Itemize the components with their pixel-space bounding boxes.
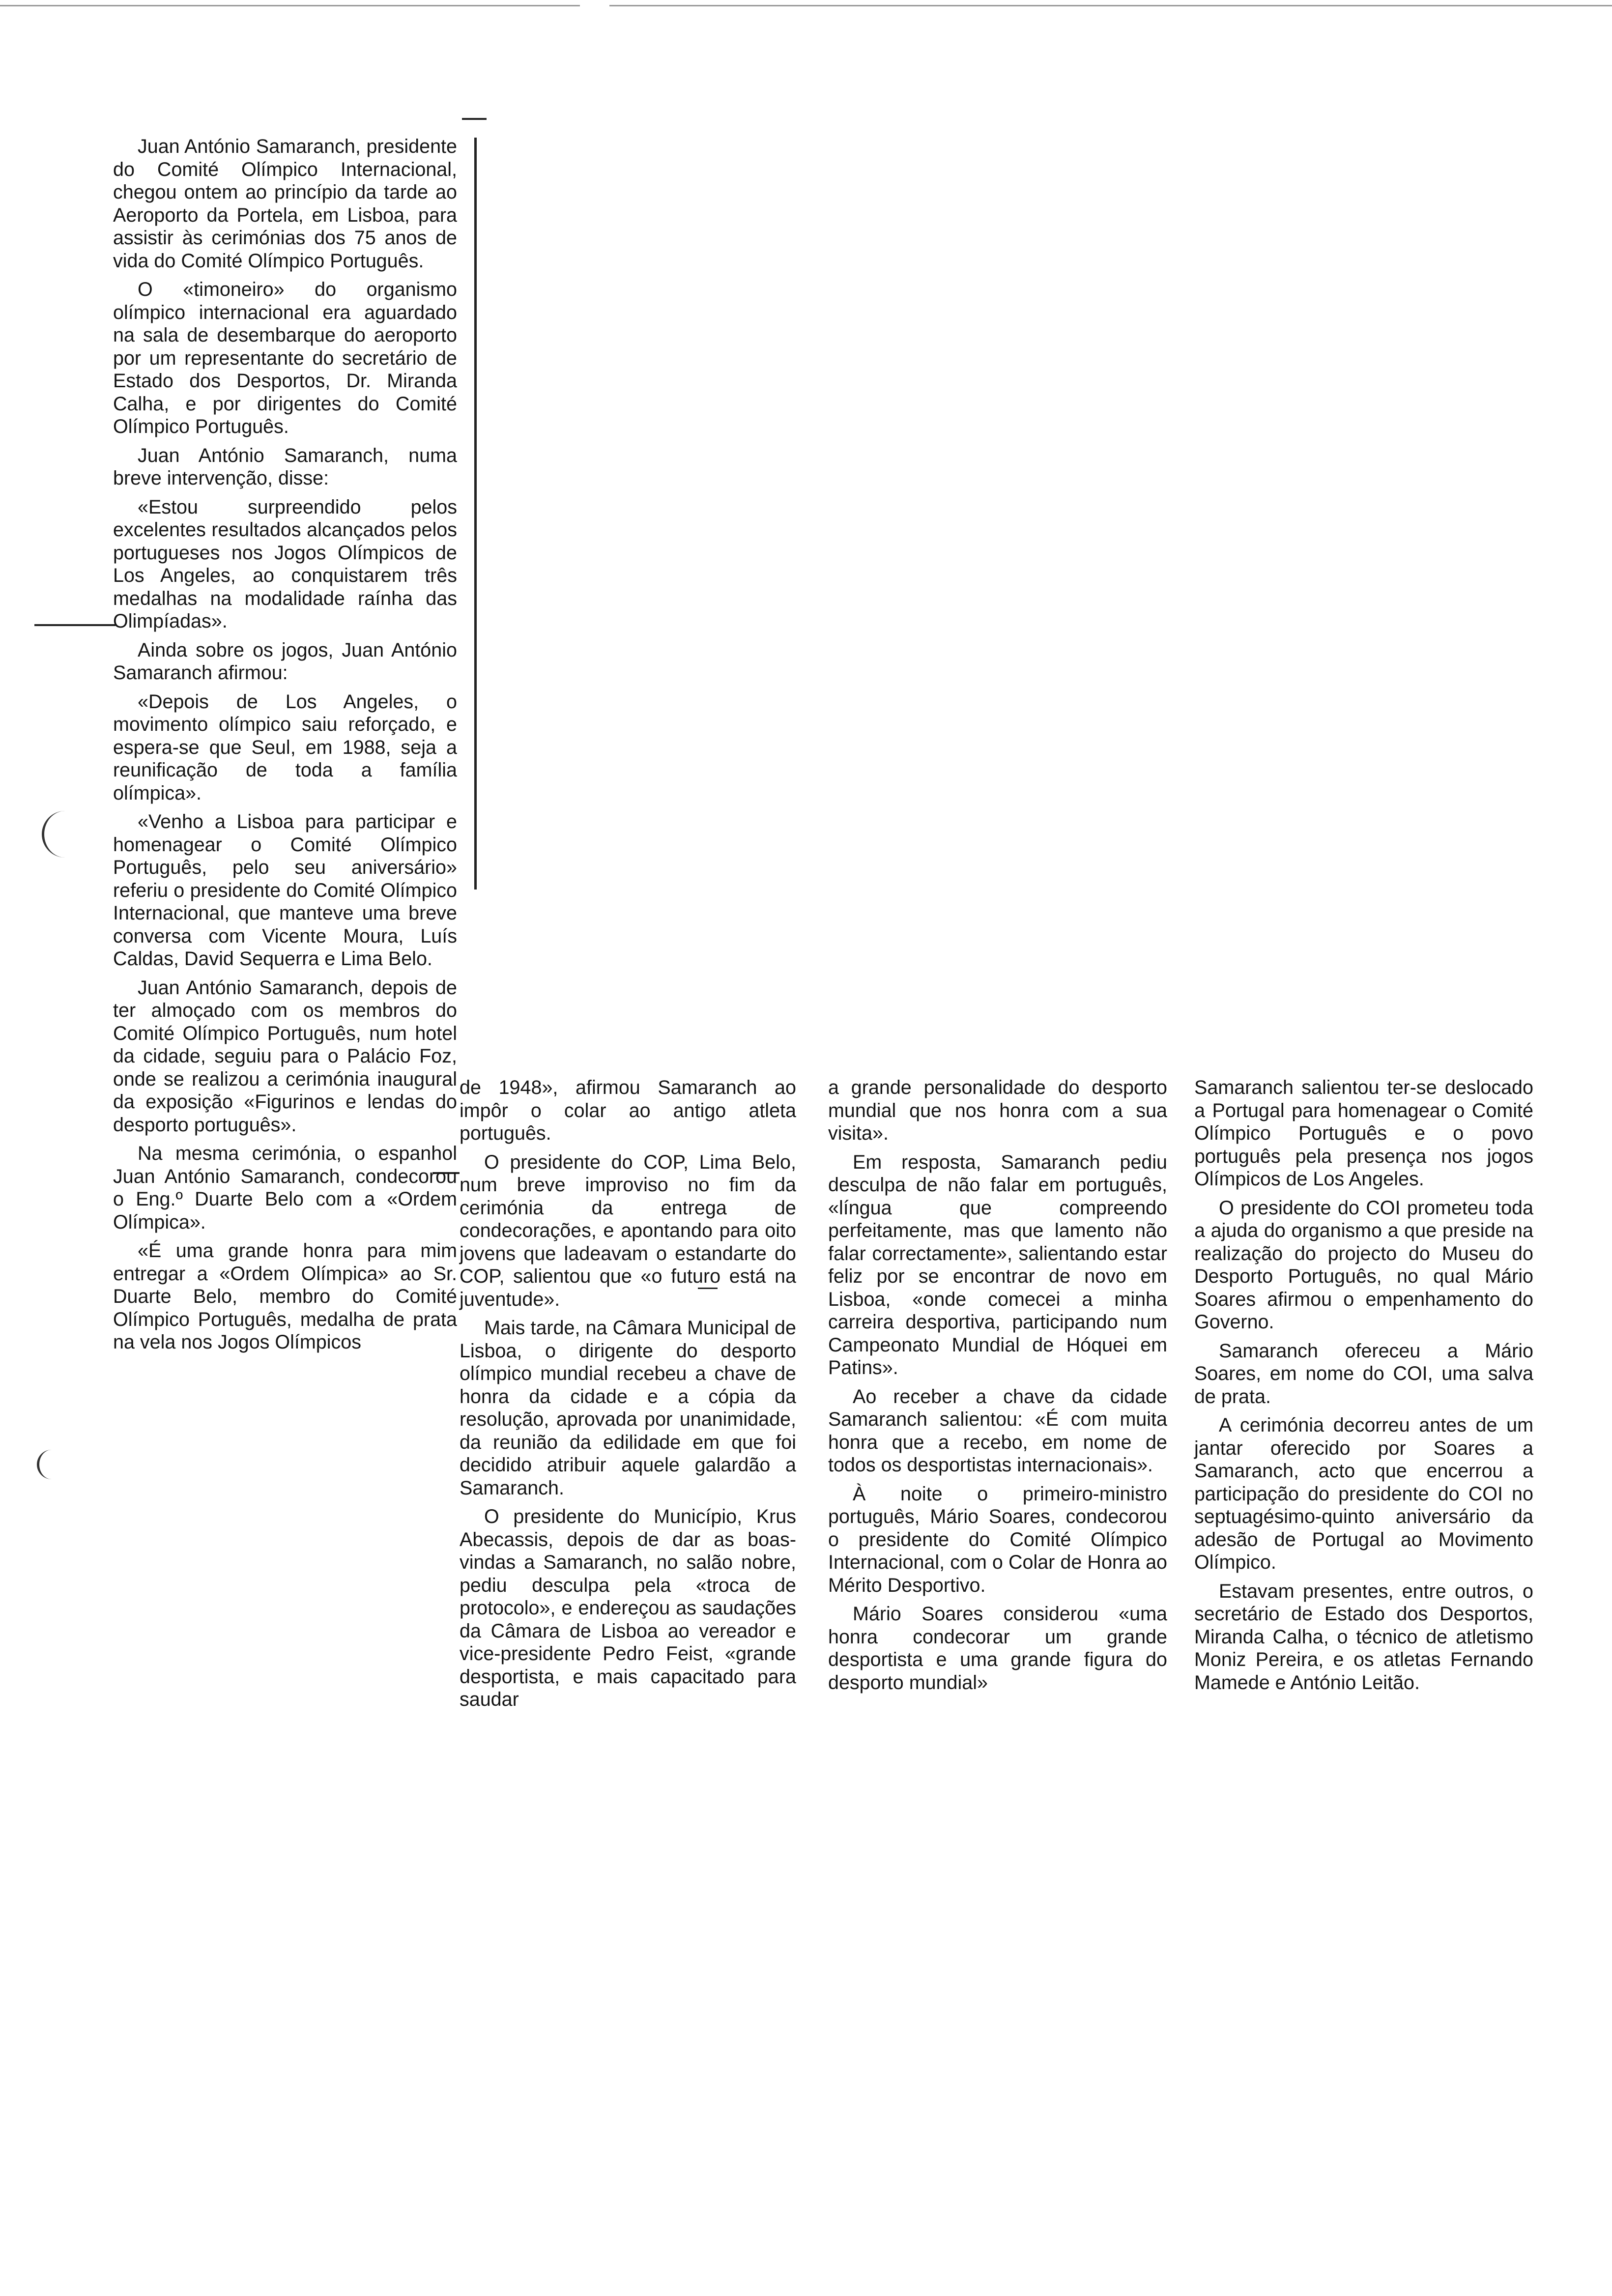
paragraph: «Depois de Los Angeles, o movimento olímpico saiu reforçado, e espera-se que Seul, em 1988, seja a reunificação de toda a família olímpica». <box>113 690 457 804</box>
paragraph: Ao receber a chave da cidade Samaranch salientou: «É com muita honra que a recebo, em nome de todos os desportistas internacionais». <box>828 1385 1167 1476</box>
paragraph: Em resposta, Samaranch pediu desculpa de não falar em português, «língua que compreendo perfeitamente, mas que lamento não falar correctamente», salientando estar feliz por se encontrar de novo em Lisboa, «onde comecei a minha carreira desportiva, participando num Campeonato Mundial de Hóquei em Patins». <box>828 1151 1167 1378</box>
handwritten-bracket-mark <box>42 811 74 858</box>
paragraph: Estavam presentes, entre outros, o secretário de Estado dos Desportos, Miranda Calha, o técnico de atletismo Moniz Pereira, e os atletas Fernando Mamede e António Leitão. <box>1194 1580 1533 1693</box>
paragraph: Samaranch ofereceu a Mário Soares, em nome do COI, uma salva de prata. <box>1194 1340 1533 1407</box>
paragraph: Na mesma cerimónia, o espanhol Juan António Samaranch, condecorou o Eng.º Duarte Belo com a «Ordem Olímpica». <box>113 1143 457 1233</box>
paragraph: A cerimónia decorreu antes de um jantar oferecido por Soares a Samaranch, acto que encerrou a participação do presidente do COI no septuagésimo-quinto aniversário da adesão de Portugal ao Movimento Olímpico. <box>1194 1414 1533 1573</box>
paragraph: O presidente do COI prometeu toda a ajuda do organismo a que preside na realização do projecto do Museu do Desporto Português, no qual Mário Soares afirmou o empenhamento do Governo. <box>1194 1197 1533 1333</box>
article-column-1 <box>113 135 457 1360</box>
paragraph: O presidente do Município, Krus Abecassis, depois de dar as boas-vindas a Samaranch, no salão nobre, pediu desculpa pela «troca de protocolo», e endereçou as saudações da Câmara de Lisboa ao vereador e vice-presidente Pedro Feist, «grande desportista, e mais capacitado para saudar <box>460 1506 796 1710</box>
paragraph: Ainda sobre os jogos, Juan António Samaranch afirmou: <box>113 639 457 684</box>
column-rule-horizontal <box>34 624 115 626</box>
handwritten-bracket-mark-lower <box>37 1450 69 1479</box>
paragraph: de 1948», afirmou Samaranch ao impôr o colar ao antigo atleta português. <box>460 1077 796 1144</box>
paragraph: À noite o primeiro-ministro português, Mário Soares, condecorou o presidente do Comité Olímpico Internacional, com o Colar de Honra ao Mérito Desportivo. <box>828 1483 1167 1596</box>
article-column-4 <box>1194 1076 1533 1700</box>
paragraph: Juan António Samaranch, depois de ter almoçado com os membros do Comité Olímpico Português, num hotel da cidade, seguiu para o Palácio Foz, onde se realizou a cerimónia inaugural da exposição «Figurinos e lendas do desporto português». <box>113 976 457 1136</box>
paragraph: «É uma grande honra para mim entregar a «Ordem Olímpica» ao Sr. Duarte Belo, membro do Comité Olímpico Português, medalha de prata na vela nos Jogos Olímpicos <box>113 1240 457 1353</box>
paragraph: «Venho a Lisboa para participar e homenagear o Comité Olímpico Português, pelo seu aniversário» referiu o presidente do Comité Olímpico Internacional, que manteve uma breve conversa com Vicente Moura, Luís Caldas, David Sequerra e Lima Belo. <box>113 811 457 970</box>
scan-edge-line-left <box>0 5 580 6</box>
article-column-3 <box>828 1076 1167 1700</box>
paragraph: a grande personalidade do desporto mundial que nos honra com a sua visita». <box>828 1077 1167 1144</box>
paragraph: O presidente do COP, Lima Belo, num breve improviso no fim da cerimónia da entrega de condecorações, e apontando para oito jovens que ladeavam o estandarte do COP, salientou que «o futuro está na juventude». <box>460 1151 796 1310</box>
paragraph: O «timoneiro» do organismo olímpico internacional era aguardado na sala de desembarque do aeroporto por um representante do secretário de Estado dos Desportos, Dr. Miranda Calha, e por dirigentes do Comité Olímpico Português. <box>113 279 457 437</box>
paragraph: «Estou surpreendido pelos excelentes resultados alcançados pelos portugueses nos Jogos Olímpicos de Los Angeles, ao conquistarem três medalhas na modalidade raínha das Olimpíadas». <box>113 496 457 632</box>
paragraph: Juan António Samaranch, presidente do Comité Olímpico Internacional, chegou ontem ao princípio da tarde ao Aeroporto da Portela, em Lisboa, para assistir às cerimónias dos 75 anos de vida do Comité Olímpico Português. <box>113 136 457 272</box>
paragraph: Mário Soares considerou «uma honra condecorar um grande desportista e uma grande figura do desporto mundial» <box>828 1603 1167 1693</box>
column-rule-vertical <box>474 138 477 890</box>
paragraph: Mais tarde, na Câmara Municipal de Lisboa, o dirigente do desporto olímpico mundial recebeu a chave de honra da cidade e a cópia da resolução, aprovada por unanimidade, da reunião da edilidade em que foi decidido atribuir aquele galardão a Samaranch. <box>460 1317 796 1499</box>
paragraph: Juan António Samaranch, numa breve intervenção, disse: <box>113 444 457 489</box>
scan-edge-line-right <box>609 5 1612 6</box>
article-column-2 <box>460 1076 796 1717</box>
paragraph: Samaranch salientou ter-se deslocado a Portugal para homenagear o Comité Olímpico Português e o povo português pela presença nos jogos Olímpicos de Los Angeles. <box>1194 1077 1533 1190</box>
column-rule-top-dash <box>462 118 487 120</box>
